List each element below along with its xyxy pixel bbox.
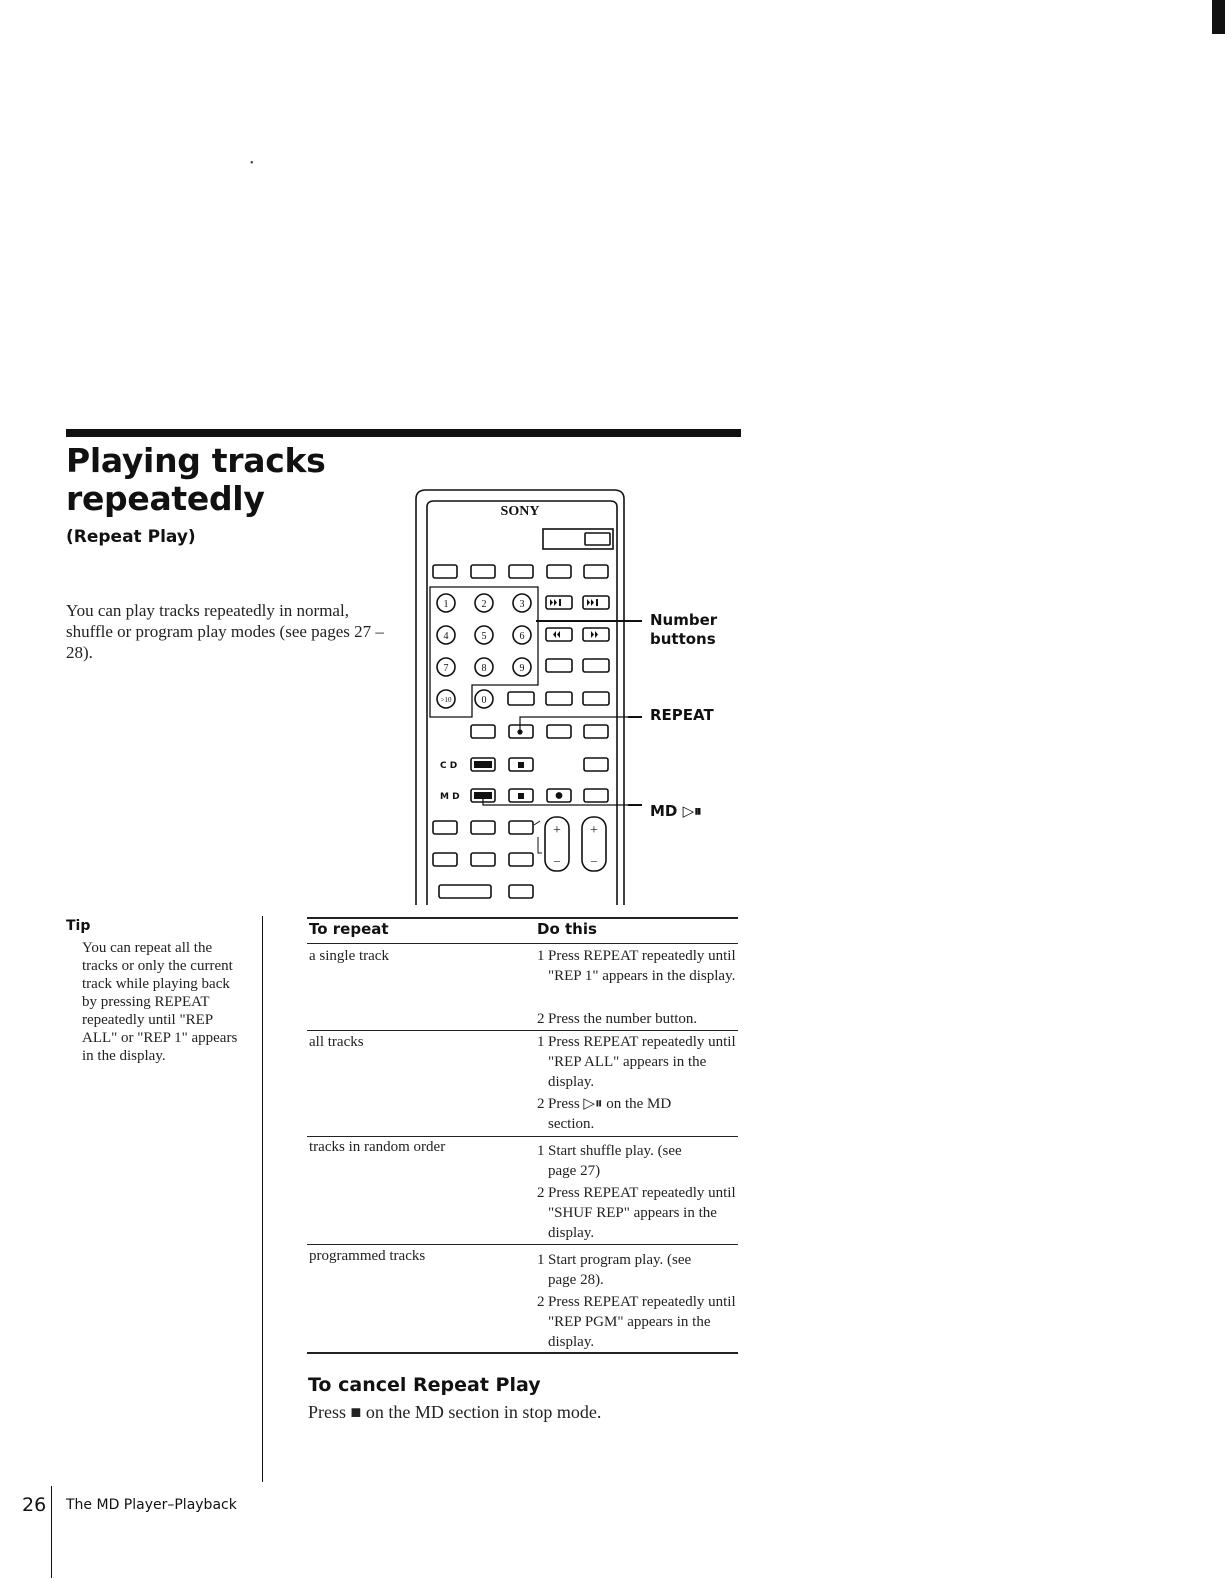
callout-number-buttons	[650, 611, 717, 649]
scan-speck: •	[250, 158, 254, 169]
key-label: 0	[481, 695, 487, 706]
intro-paragraph: You can play tracks repeatedly in normal, shuffle or program play modes (see pages 27 – 28).	[66, 601, 384, 662]
table-row-rule	[307, 1244, 738, 1245]
step-text: Press the number button.	[548, 1011, 698, 1027]
table-row-step	[537, 1141, 707, 1181]
step-text: Start program play. (see page 28).	[548, 1252, 692, 1288]
step-text: Press ▷⏸ on the MD section.	[548, 1096, 672, 1132]
table-row-step	[537, 1094, 707, 1134]
step-number: 2	[537, 1096, 545, 1112]
callout-number-line-2: buttons	[650, 630, 716, 648]
repeat-leader	[628, 716, 642, 718]
volume-plus-label: +	[590, 823, 598, 838]
step-text: Press REPEAT repeatedly until "REP ALL" appears in the display.	[548, 1034, 736, 1090]
cancel-heading: To cancel Repeat Play	[308, 1374, 541, 1396]
tip-heading: Tip	[66, 918, 91, 934]
table-row-what: a single track	[309, 948, 389, 964]
key-label: 2	[481, 599, 487, 610]
table-row-step	[537, 946, 737, 986]
table-row-what: all tracks	[309, 1034, 364, 1050]
volume-minus-label: –	[591, 853, 597, 867]
page-number: 26	[22, 1494, 47, 1516]
table-row-step	[537, 1032, 737, 1092]
step-number: 2	[537, 1294, 545, 1310]
step-number: 2	[537, 1011, 545, 1027]
table-row-what: tracks in random order	[309, 1139, 446, 1155]
title-line-2: repeatedly	[66, 479, 265, 518]
table-header-to-repeat: To repeat	[309, 920, 389, 938]
step-text: Press REPEAT repeatedly until "REP 1" appears in the display.	[548, 948, 736, 984]
step-text: Press REPEAT repeatedly until "SHUF REP" appears in the display.	[548, 1185, 736, 1241]
table-row-step	[537, 1250, 717, 1290]
tip-text: You can repeat all the tracks or only the current track while playing back by pressing REPEAT repeatedly until "REP ALL" or "REP 1" appears in the display.	[82, 940, 238, 1064]
key-label: 4	[443, 631, 449, 642]
table-header-do-this: Do this	[537, 920, 597, 938]
table-bottom-rule	[307, 1352, 738, 1354]
column-divider	[262, 916, 263, 1482]
key-label: 8	[481, 663, 487, 674]
step-text: Start shuffle play. (see page 27)	[548, 1143, 682, 1179]
footer-section-title: The MD Player–Playback	[66, 1497, 237, 1513]
step-number: 1	[537, 948, 545, 964]
table-row-rule	[307, 1030, 738, 1031]
title-line-1: Playing tracks	[66, 441, 326, 480]
step-number: 1	[537, 1143, 545, 1159]
page-title	[66, 442, 325, 518]
table-header-rule	[307, 943, 738, 944]
table-top-rule	[307, 917, 738, 919]
key-label: 5	[481, 631, 487, 642]
remote-brand: SONY	[500, 504, 540, 519]
cd-label: C D	[440, 761, 458, 771]
cancel-text: Press ■ on the MD section in stop mode.	[308, 1402, 602, 1422]
callout-number-line-1: Number	[650, 611, 718, 629]
page-subtitle: (Repeat Play)	[66, 527, 196, 547]
step-number: 1	[537, 1252, 545, 1268]
key-label: 7	[443, 663, 449, 674]
footer-rule	[51, 1486, 52, 1578]
volume-minus-label: –	[554, 853, 560, 867]
section-top-rule	[66, 429, 741, 437]
step-number: 2	[537, 1185, 545, 1201]
key-label: 6	[519, 631, 525, 642]
callout-md-play: MD ▷⏸	[650, 802, 702, 820]
step-text: Press REPEAT repeatedly until "REP PGM" appears in the display.	[548, 1294, 736, 1350]
callout-repeat: REPEAT	[650, 706, 714, 724]
key-label: 3	[519, 599, 525, 610]
md-play-leader	[628, 804, 642, 806]
table-row-step	[537, 1183, 737, 1243]
remote-control-illustration	[410, 487, 628, 907]
page-edge-mark	[1212, 0, 1225, 34]
table-row-what: programmed tracks	[309, 1248, 426, 1264]
table-row-step	[537, 1292, 737, 1352]
key-label: 1	[443, 599, 449, 610]
md-label: M D	[440, 792, 460, 802]
volume-plus-label: +	[553, 823, 561, 838]
key-label: 9	[519, 663, 525, 674]
step-number: 1	[537, 1034, 545, 1050]
number-buttons-leader	[536, 620, 642, 622]
key-label: >10	[440, 696, 452, 704]
table-row-step	[537, 1009, 737, 1029]
